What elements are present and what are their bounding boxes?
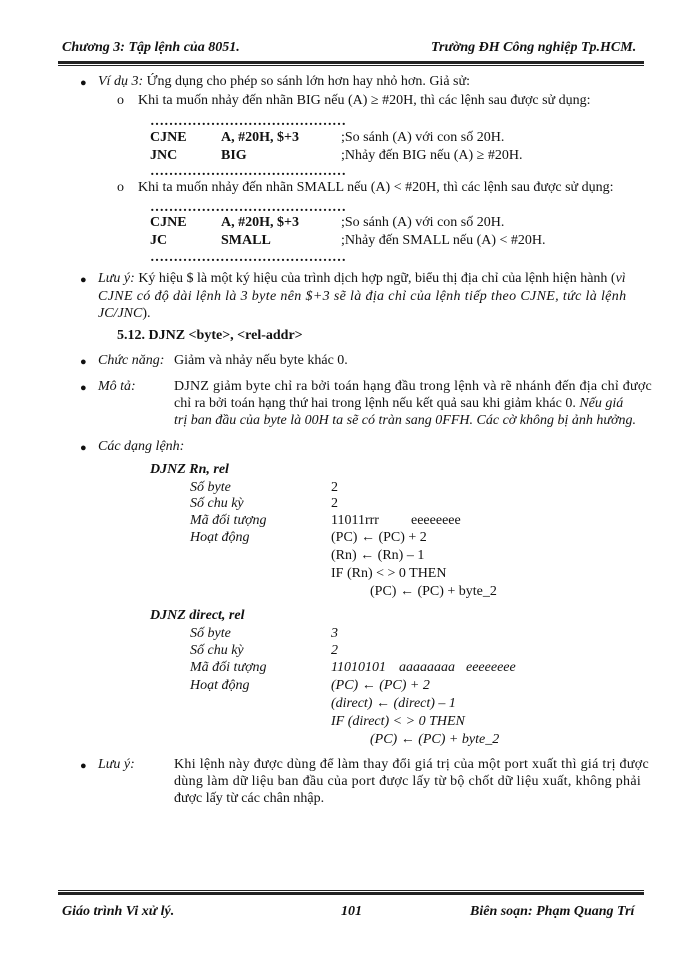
code-comment: ;Nhảy đến SMALL nếu (A) < #20H.: [341, 233, 546, 248]
form2-opcode: 11010101: [331, 660, 386, 675]
note2-line3: được lấy từ các chân nhập.: [174, 791, 325, 806]
example3-line: [98, 74, 470, 90]
header-rule: [58, 61, 644, 64]
form2-cycles-label: Số chu kỳ: [190, 643, 244, 658]
form2-opcode-label: Mã đối tượng: [190, 660, 267, 675]
dots-separator: ……………………………………: [150, 250, 346, 265]
code-op: JC: [150, 233, 168, 248]
page-number: 101: [341, 904, 362, 919]
header-chapter: Chương 3: Tập lệnh của 8051.: [62, 40, 240, 55]
form2-op2: (direct) ← (direct) – 1: [331, 696, 456, 711]
form1-op-label: Hoạt động: [190, 530, 250, 545]
form2-opcode3: eeeeeeee: [466, 660, 516, 675]
code-arg: BIG: [221, 148, 247, 163]
description-label: Mô tả:: [98, 379, 136, 394]
description-line2b: Nếu giá: [579, 396, 624, 411]
function-label: Chức năng:: [98, 353, 165, 368]
form1-cycles: 2: [331, 496, 338, 511]
bullet-icon: ●: [80, 356, 87, 368]
example3-case2: Khi ta muốn nhảy đến nhãn SMALL nếu (A) < #20H, thì các lệnh sau được sử dụng:: [138, 180, 614, 195]
note1-line2: CJNE có độ dài lệnh là 3 byte nên $+3 sẽ là địa chỉ của lệnh tiếp theo CJNE, tức là lệnh: [98, 289, 627, 304]
form2-bytes-label: Số byte: [190, 626, 231, 641]
note2-label: Lưu ý:: [98, 757, 135, 772]
note1-italic: vì: [615, 271, 626, 286]
note1-label: Lưu ý:: [98, 271, 135, 286]
code-comment: ;So sánh (A) với con số 20H.: [341, 215, 505, 230]
form1-op2: (Rn) ← (Rn) – 1: [331, 548, 425, 563]
note2-line2: dùng làm dữ liệu ban đầu của port được lấy từ bộ chốt dữ liệu xuất, không phải: [174, 774, 642, 789]
form2-op-label: Hoạt động: [190, 678, 250, 693]
example3-text: Ứng dụng cho phép so sánh lớn hơn hay nhỏ hơn. Giả sử:: [146, 74, 470, 89]
code-comment: ;Nhảy đến BIG nếu (A) ≥ #20H.: [341, 148, 523, 163]
section-heading: [117, 328, 303, 344]
footer-rule-thin: [58, 890, 644, 891]
footer-author: Biên soạn: Phạm Quang Trí: [470, 904, 635, 919]
note1-line1: [98, 271, 626, 287]
example3-label: Ví dụ 3:: [98, 74, 144, 89]
note1-text: Ký hiệu $ là một ký hiệu của trình dịch hợp ngữ, biểu thị địa chỉ của lệnh hiện hành (: [138, 271, 616, 286]
form2-op1: (PC) ← (PC) + 2: [331, 678, 430, 693]
description-line2: [174, 396, 623, 412]
circle-bullet-icon: o: [117, 93, 124, 108]
code-comment: ;So sánh (A) với con số 20H.: [341, 130, 505, 145]
section-title: DJNZ <byte>, <rel-addr>: [148, 328, 303, 343]
header-school: Trường ĐH Công nghiệp Tp.HCM.: [431, 40, 637, 55]
dots-separator: ……………………………………: [150, 164, 346, 179]
form2-title: DJNZ direct, rel: [150, 608, 245, 623]
code-op: CJNE: [150, 130, 187, 145]
description-line3: trị ban đầu của byte là 00H ta sẽ có tràn sang 0FFH. Các cờ không bị ảnh hưởng.: [174, 413, 636, 428]
form2-op3: IF (direct) < > 0 THEN: [331, 714, 465, 729]
form1-op1: (PC) ← (PC) + 2: [331, 530, 427, 545]
example3-case1: Khi ta muốn nhảy đến nhãn BIG nếu (A) ≥ #20H, thì các lệnh sau được sử dụng:: [138, 93, 591, 108]
form2-cycles: 2: [331, 643, 338, 658]
form1-op4: (PC) ← (PC) + byte_2: [370, 584, 497, 599]
form2-opcode2: aaaaaaaa: [399, 660, 455, 675]
code-arg: A, #20H, $+3: [221, 130, 299, 145]
form1-op3: IF (Rn) < > 0 THEN: [331, 566, 447, 581]
bullet-icon: ●: [80, 442, 87, 454]
footer-book: Giáo trình Vi xử lý.: [62, 904, 175, 919]
forms-label: Các dạng lệnh:: [98, 439, 185, 454]
description-line1: DJNZ giảm byte chỉ ra bởi toán hạng đầu trong lệnh và rẽ nhánh đến địa chỉ được: [174, 379, 652, 394]
footer-rule: [58, 892, 644, 895]
bullet-icon: ●: [80, 760, 87, 772]
function-text: Giảm và nhảy nếu byte khác 0.: [174, 353, 348, 368]
dots-separator: ……………………………………: [150, 114, 346, 129]
form2-op4: (PC) ← (PC) + byte_2: [370, 732, 500, 747]
code-arg: A, #20H, $+3: [221, 215, 299, 230]
note1-line3-end: ).: [142, 306, 151, 321]
note1-line3: [98, 306, 151, 322]
code-arg: SMALL: [221, 233, 271, 248]
form1-bytes: 2: [331, 480, 338, 495]
section-number: 5.12.: [117, 328, 145, 343]
form1-opcode: 11011rrr: [331, 513, 379, 528]
note2-line1: Khi lệnh này được dùng để làm thay đổi giá trị của một port xuất thì giá trị được: [174, 757, 649, 772]
code-op: JNC: [150, 148, 178, 163]
form1-opcode-label: Mã đối tượng: [190, 513, 267, 528]
dots-separator: ……………………………………: [150, 200, 346, 215]
form1-opcode2: eeeeeeee: [411, 513, 461, 528]
code-op: CJNE: [150, 215, 187, 230]
form1-cycles-label: Số chu kỳ: [190, 496, 244, 511]
form2-bytes: 3: [331, 626, 338, 641]
bullet-icon: ●: [80, 382, 87, 394]
form1-bytes-label: Số byte: [190, 480, 231, 495]
form1-title: DJNZ Rn, rel: [150, 462, 229, 477]
circle-bullet-icon: o: [117, 180, 124, 195]
bullet-icon: ●: [80, 77, 87, 89]
description-line2a: chỉ ra bởi toán hạng thứ hai trong lệnh nếu kết quả sau khi giảm khác 0.: [174, 396, 576, 411]
bullet-icon: ●: [80, 274, 87, 286]
note1-line3-italic: JC/JNC: [98, 306, 143, 321]
header-rule-thin: [58, 65, 644, 66]
